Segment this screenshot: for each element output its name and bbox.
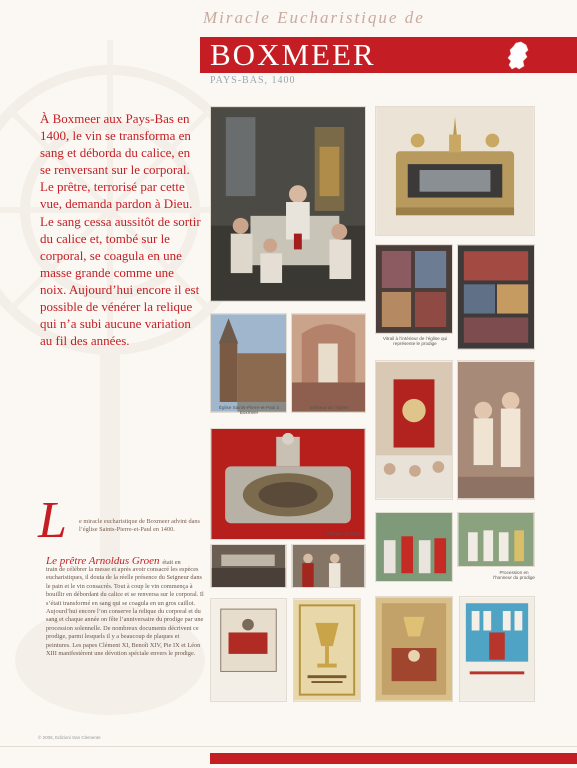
stained-glass-right — [457, 244, 535, 350]
interior-caption: Intérieur de l’église — [309, 405, 349, 410]
procession-photo-left — [375, 512, 453, 582]
footer-divider — [0, 746, 577, 747]
miracle-painting — [210, 106, 366, 302]
plaque-chalice — [293, 598, 361, 702]
stained-glass-left — [375, 244, 453, 334]
footer-bar — [210, 753, 577, 764]
procession-photo-right — [457, 512, 535, 567]
window-caption: Vitrail à l’intérieur de l’église qui représente le prodige — [382, 336, 448, 347]
header-subtitle: Miracle Eucharistique de — [203, 8, 425, 27]
copyright-text: © 2006, Edizioni San Clemente — [38, 735, 101, 740]
story-body: train de célébrer la messe et après avoir consacré les espèces eucharistiques, il douta de la réelle présence du Seigneur dans le pain et le vin consacrés. Tout à coup le vin commença à bouillir en débordant du calice et se renversa sur le corporal. Il s’était transformé en sang qui se coagula en un gros caillot. Aujourd’hui encore l’on conserve la relique du corporal et du sang et chaque année on fête l’anniversaire du prodige par une procession solennelle. De nombreux documents décrivent ce prodige, parmi lesquels il y a beaucoup de plaques et peintures. Les papes Clément XI, Benoît XIV, Pie IX et Léon XIII manifestèrent une dévotion spéciale envers le prodige. — [46, 566, 204, 658]
country-label: PAYS-BAS, 1400 — [210, 75, 296, 86]
story-heading-name: Le prêtre Arnoldus Groen — [46, 555, 160, 567]
relic-caption: Relique du sang — [326, 531, 360, 536]
blood-relic-photo — [210, 428, 366, 540]
children-photo — [457, 360, 535, 500]
church-caption: Église Saints-Pierre-et-Paul à Boxmeer — [218, 405, 280, 416]
story-heading-tail: était en — [162, 559, 181, 566]
plaque-engraving — [210, 598, 287, 702]
plaque-painting — [375, 596, 453, 702]
story-dropcap: L — [38, 492, 67, 549]
reliquary-photo — [375, 106, 535, 236]
church-interior-photo — [291, 313, 366, 413]
church-exterior-photo — [210, 313, 287, 413]
netherlands-map-icon — [502, 40, 534, 72]
clergy-photo — [291, 544, 366, 588]
story-lead: e miracle eucharistique de Boxmeer advint dans l’église Saints-Pierre-et-Paul en 1400. — [79, 518, 200, 534]
procession-caption: Procession en l’honneur du prodige — [493, 570, 535, 581]
procession-banner-photo — [375, 360, 453, 500]
intro-text: À Boxmeer aux Pays-Bas en 1400, le vin se transforma en sang et déborda du calice, en se renversant sur le corporal. Le prêtre, terrorisé par cette vue, demanda pardon à Dieu. Le sang cessa aussitôt de sortir du calice et, tombé sur le corporal, se coagula en une masse grande comme une noix. Aujourd’hui encore il est possible de vénérer la relique qui n’a subi aucune variation au fil des années. — [40, 111, 201, 349]
page-title: BOXMEER — [210, 37, 376, 72]
ceremony-photo — [210, 544, 287, 588]
plaque-illustration — [459, 596, 535, 702]
